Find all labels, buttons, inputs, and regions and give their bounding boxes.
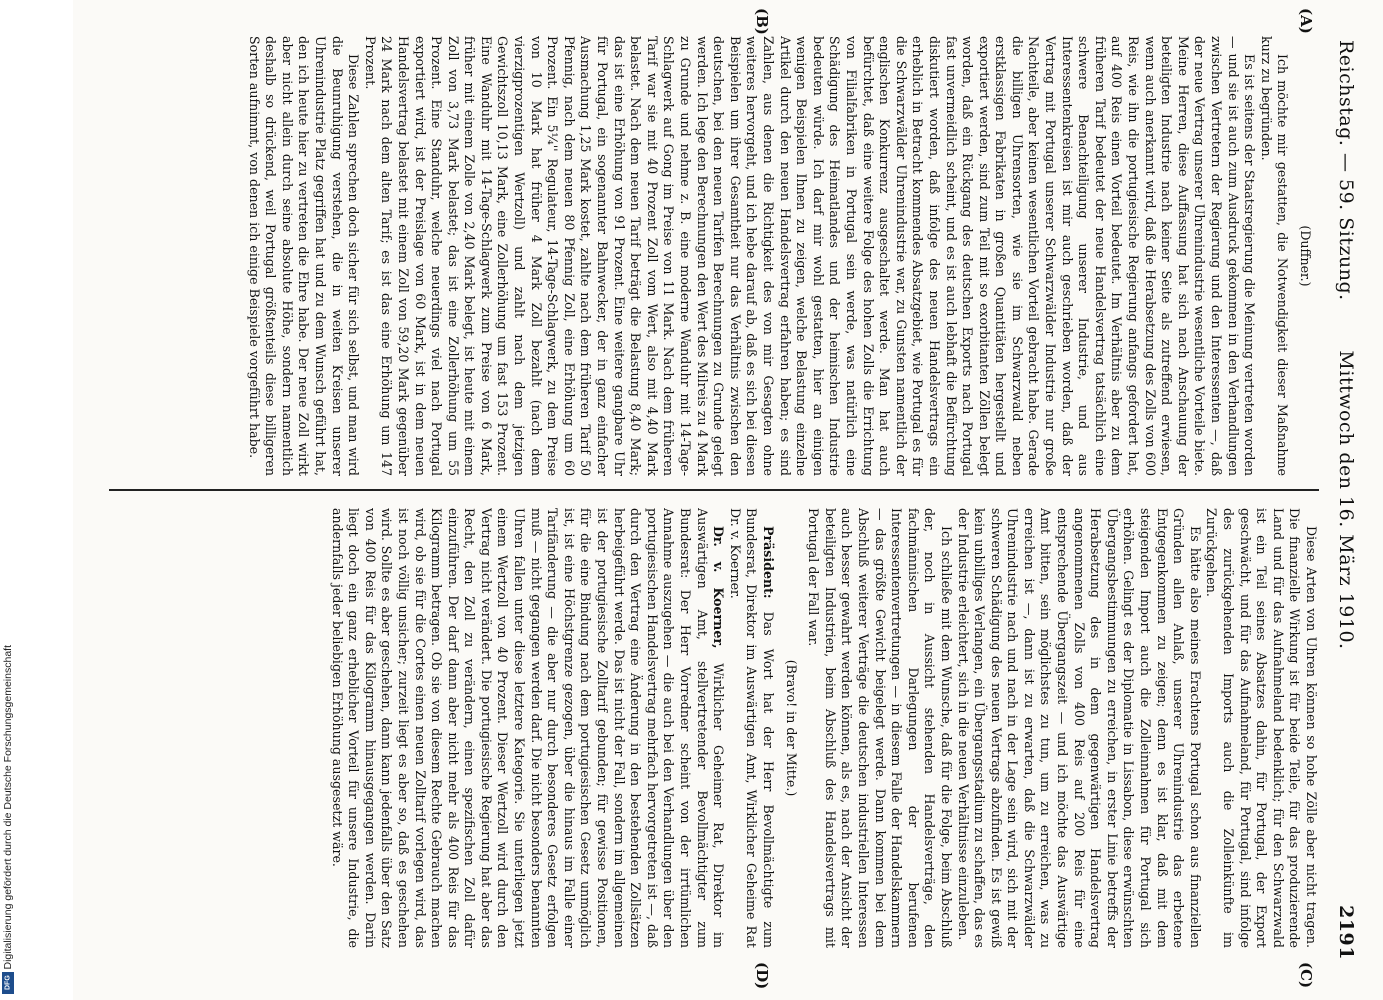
page-header	[1327, 40, 1361, 960]
president-label: Präsident:	[761, 526, 776, 599]
header-session: Reichstag. — 59. Sitzung.	[1335, 40, 1357, 301]
margin-marker-c: (C)	[1297, 962, 1315, 989]
speaker-tag: (Duffner.)	[1298, 225, 1313, 287]
paragraph: Diese Zahlen sprechen doch sicher für sich selbst, und man wird die Beunruhigung verstehen, die in weiten Kreisen unserer Uhrenindustrie Platz gegriffen hat und zu dem Wunsch geführt hat, den ich heute hier zu vertreten die Ehre habe. Der neue Zoll wirkt aber nicht allein durch seine absolute Höhe, sondern namentlich deshalb so drückend, weil Portugal größtenteils diese billigeren Sorten aufnimmt, von denen ich einige Beispiele vorgeführt habe.	[246, 36, 362, 476]
paragraph: Ich schließe mit dem Wunsche, daß für die Folge, beim Abschluß der, noch in Aussicht stehenden Handelsverträge, den fachmännischen Darlegungen der berufenen Interessentenvertretungen — in diesem Falle der Handelskammern — das größte Gewicht beigelegt werde. Dann kommen bei dem Abschluß weiterer Verträge die deutschen industriellen Interessen auch besser gewahrt werden können, als es, nach der Ansicht der beteiligten Industrien, beim Abschluß des Handelsvertrags mit Portugal der Fall war.	[806, 508, 954, 948]
koerner-label: Dr. v. Koerner,	[711, 526, 727, 649]
scanned-page	[73, 0, 1383, 1000]
president-paragraph	[726, 508, 776, 948]
koerner-paragraph	[328, 508, 726, 948]
applause-note: (Bravo! in der Mitte.)	[783, 659, 799, 797]
dfg-logo: DFG	[2, 972, 14, 994]
margin-marker-d: (D)	[753, 962, 771, 990]
president-text: Das Wort hat der Herr Bevollmächtigte zum Bundesrat, Direktor im Auswärtigen Amt, Wirklicher Geheime Rat Dr. v. Koerner.	[727, 508, 776, 948]
margin-marker-b: (B)	[753, 8, 771, 35]
margin-marker-a: (A)	[1297, 8, 1315, 34]
paragraph: Es hätte also meines Erachtens Portugal schon aus finanziellen Gründen allen Anlaß, unserer Uhrenindustrie das erbetene Entgegenkommen zu zeigen; denn es ist klar, daß mit dem steigenden Import auch die Zolleinnahmen für Portugal sich erhöhen. Gelingt es der Diplomatie in Lissabon, diese erwünschten Übergangsbestimmungen zu erreichen, in erster Linie betreffs der Herabsetzung des in dem gegenwärtigen Handelsvertrag angenommenen Zolls von 400 Reis auf 200 Reis für eine entsprechende Übergangszeit — und ich möchte das Auswärtige Amt bitten, sein möglichstes zu tun, um zu erreichen, was zu erreichen ist —, dann ist zu erwarten, daß die Schwarzwälder Uhrenindustrie nach und nach in der Lage sein wird, sich mit der schweren Schädigung des neuen Vertrags abzufinden. Es ist gewiß kein unbilliges Verlangen, ein Übergangsstadium zu schaffen, das es der Industrie erleichtert, sich in die neuen Verhältnisse einzuleben.	[955, 508, 1203, 948]
paragraph: Diese Arten von Uhren können so hohe Zölle aber nicht tragen. Die finanzielle Wirkung ist für beide Teile, für das produzierende Land und für das Aufnahmeland bedenklich; für den Schwarzwald ist ein Teil seines Absatzes dahin, für Portugal, der Export geschwächt, und für das Aufnahmeland, für Portugal, sind infolge des zurückgehenden Imports auch die Zolleinkünfte im Zurückgehen.	[1204, 508, 1319, 948]
funding-credit-sidebar	[0, 0, 16, 1000]
page-number: 2191	[1335, 905, 1357, 960]
paragraph: Ich möchte mir gestatten, die Notwendigkeit dieser Maßnahme kurz zu begründen.	[1258, 36, 1291, 476]
paragraph: Es ist seitens der Staatsregierung die Meinung vertreten worden — und sie ist auch zum Ausdruck gekommen in den Verhandlungen zwischen Vertretern der Regierung und den Interessenten —, daß der neue Vertrag unserer Uhrenindustrie wesentliche Vorteile biete. Meine Herren, diese Auffassung hat sich nach Anschauung der beteiligten Industrie nach keiner Seite als zutreffend erwiesen, wenn auch anerkannt wird, daß die Herabsetzung des Zolls von 600 Reis, wie ihn die portugiesische Regierung anfangs gefordert hat, auf 400 Reis einen Vorteil bedeutet. Im Verhältnis aber zu dem früheren Tarif bedeutet der neue Handelsvertrag tatsächlich eine schwere Benachteiligung unserer Industrie, und aus Interessentenkreisen ist mir auch geschrieben worden, daß der Vertrag mit Portugal unserer Schwarzwälder Industrie nur große Nachteile, aber keinen wesentlichen Vorteil gebracht habe. Gerade die billigen Uhrensorten, wie sie im Schwarzwald neben erstklassigen Fabrikaten in großen Quantitäten hergestellt und exportiert werden, sind zum Teil mit so exorbitanten Zöllen belegt worden, daß ein Rückgang des deutschen Exports nach Portugal fast unvermeidlich scheint, und es ist auch lebhaft die Befürchtung diskutiert worden, daß infolge des neuen Handelsvertrags ein erheblich in Betracht kommendes Absatzgebiet, wie Portugal es für die Schwarzwälder Uhrenindustrie war, zu Gunsten namentlich der englischen Konkurrenz ausgeschaltet werde. Man hat auch befürchtet, daß eine weitere Folge des hohen Zolls die Errichtung von Filialfabriken in Portugal sein werde, was natürlich eine Schädigung des Heimatlandes und der heimischen Industrie bedeuten würde. Ich darf mir wohl gestatten, hier an einigen wenigen Beispielen Ihnen zu zeigen, welche Belastung einzelne Artikel durch den neuen Handelsvertrag erfahren haben; es sind Zahlen, aus denen die Richtigkeit des von mir Gesagten ohne weiteres hervorgeht, und ich hebe darauf ab, daß es sich bei diesen Beispielen um ihrer Gesamtheit nur das Verhältnis zwischen den deutschen, bei den neuen Tarifen Berechnungen zu Grunde gelegt werden. Ich lege den Berechnungen den Wert des Milreis zu 4 Mark zu Grunde und nehme z. B. eine moderne Wanduhr mit 14-Tage-Schlagwerk auf Gong im Preise von 11 Mark. Nach dem früheren Tarif war sie mit 40 Prozent Zoll vom Wert, also mit 4,40 Mark belastet. Nach dem neuen Tarif beträgt die Belastung 8,40 Mark; das ist eine Erhöhung von 91 Prozent. Eine weitere gangbare Uhr für Portugal, ein sogenannter Bahnwecker, der in ganz einfacher Ausmachung 1,25 Mark kostet, zahlte nach dem früheren Tarif 50 Pfennig, nach dem neuen 80 Pfennig Zoll, eine Erhöhung um 60 Prozent. Ein 5¼'' Regulateur, 14-Tage-Schlagwerk, zu dem Preise von 10 Mark hat früher 4 Mark Zoll bezahlt (nach dem vierzigprozentigen Wertzoll) und zahlt nach dem jetzigen Gewichtszoll 10,13 Mark, eine Zollerhöhung um fast 153 Prozent. Eine Wanduhr mit 14-Tage-Schlagwerk zum Preise von 6 Mark, früher mit einem Zolle von 2,40 Mark belegt, ist heute mit einem Zoll von 3,73 Mark belastet; das ist eine Zollerhöhung um 55 Prozent. Eine Standuhr, welche neuerdings viel nach Portugal exportiert wird, ist der Preislage von 60 Mark, ist in dem neuen Handelsvertrag belastet mit einem Zoll von 59,20 Mark gegenüber 24 Mark nach dem alten Tarif; es ist das eine Erhöhung um 147 Prozent.	[362, 36, 1258, 476]
funding-credit-text: Digitalisierung gefördert durch die Deutsche Forschungsgemeinschaft	[2, 645, 14, 970]
left-text-column	[109, 36, 1319, 476]
right-text-column	[109, 508, 1319, 948]
column-divider	[109, 489, 1319, 491]
koerner-text: Wirklicher Geheimer Rat, Direktor im Auswärtigen Amt, stellvertretender Bevollmächtigter zum Bundesrat: Der Herr Vorredner scheint von der irrtümlichen Annahme auszugehen — die auch bei den Verhandlungen über den portugiesischen Handelsvertrag mehrfach hervorgetreten ist —, daß durch den Vertrag eine Änderung in den bestehenden Zollsätzen herbeigeführt werde. Das ist nicht der Fall, sondern im allgemeinen ist der portugiesische Zolltarif gebunden; für gewisse Positionen, für die eine Bindung nach dem portugiesischen Gesetz unmöglich ist, ist eine Höchstgrenze gezogen, über die hinaus im Falle einer Tarifänderung — die aber nur durch besonderes Gesetz erfolgen muß — nicht gegangen werden darf. Die nicht besonders benannten Uhren fallen unter diese letztere Kategorie. Sie unterliegen jetzt einem Wertzoll von 40 Prozent. Dieser Wertzoll wird durch den Vertrag nicht verändert. Die portugiesische Regierung hat aber das Recht, den Zoll zu verändern, einen spezifischen Zoll dafür einzuführen. Der darf dann aber nicht mehr als 400 Reis für das Kilogramm betragen. Ob sie von diesem Rechte Gebrauch machen wird, ob sie für die Cortes einen neuen Zolltarif vorlegen wird, das ist noch völlig unsicher; zurzeit liegt es aber so, daß es geschehen wird. Sollte es aber geschehen, dann kann jedenfalls über den Satz von 400 Reis für das Kilogramm hinausgegangen werden. Darin liegt doch ein ganz erheblicher Vorteil für unsere Industrie, die andernfalls jeder beliebigen Erhöhung ausgesetzt wäre.	[329, 508, 727, 948]
header-date: Mittwoch den 16. März 1910.	[1335, 350, 1357, 650]
